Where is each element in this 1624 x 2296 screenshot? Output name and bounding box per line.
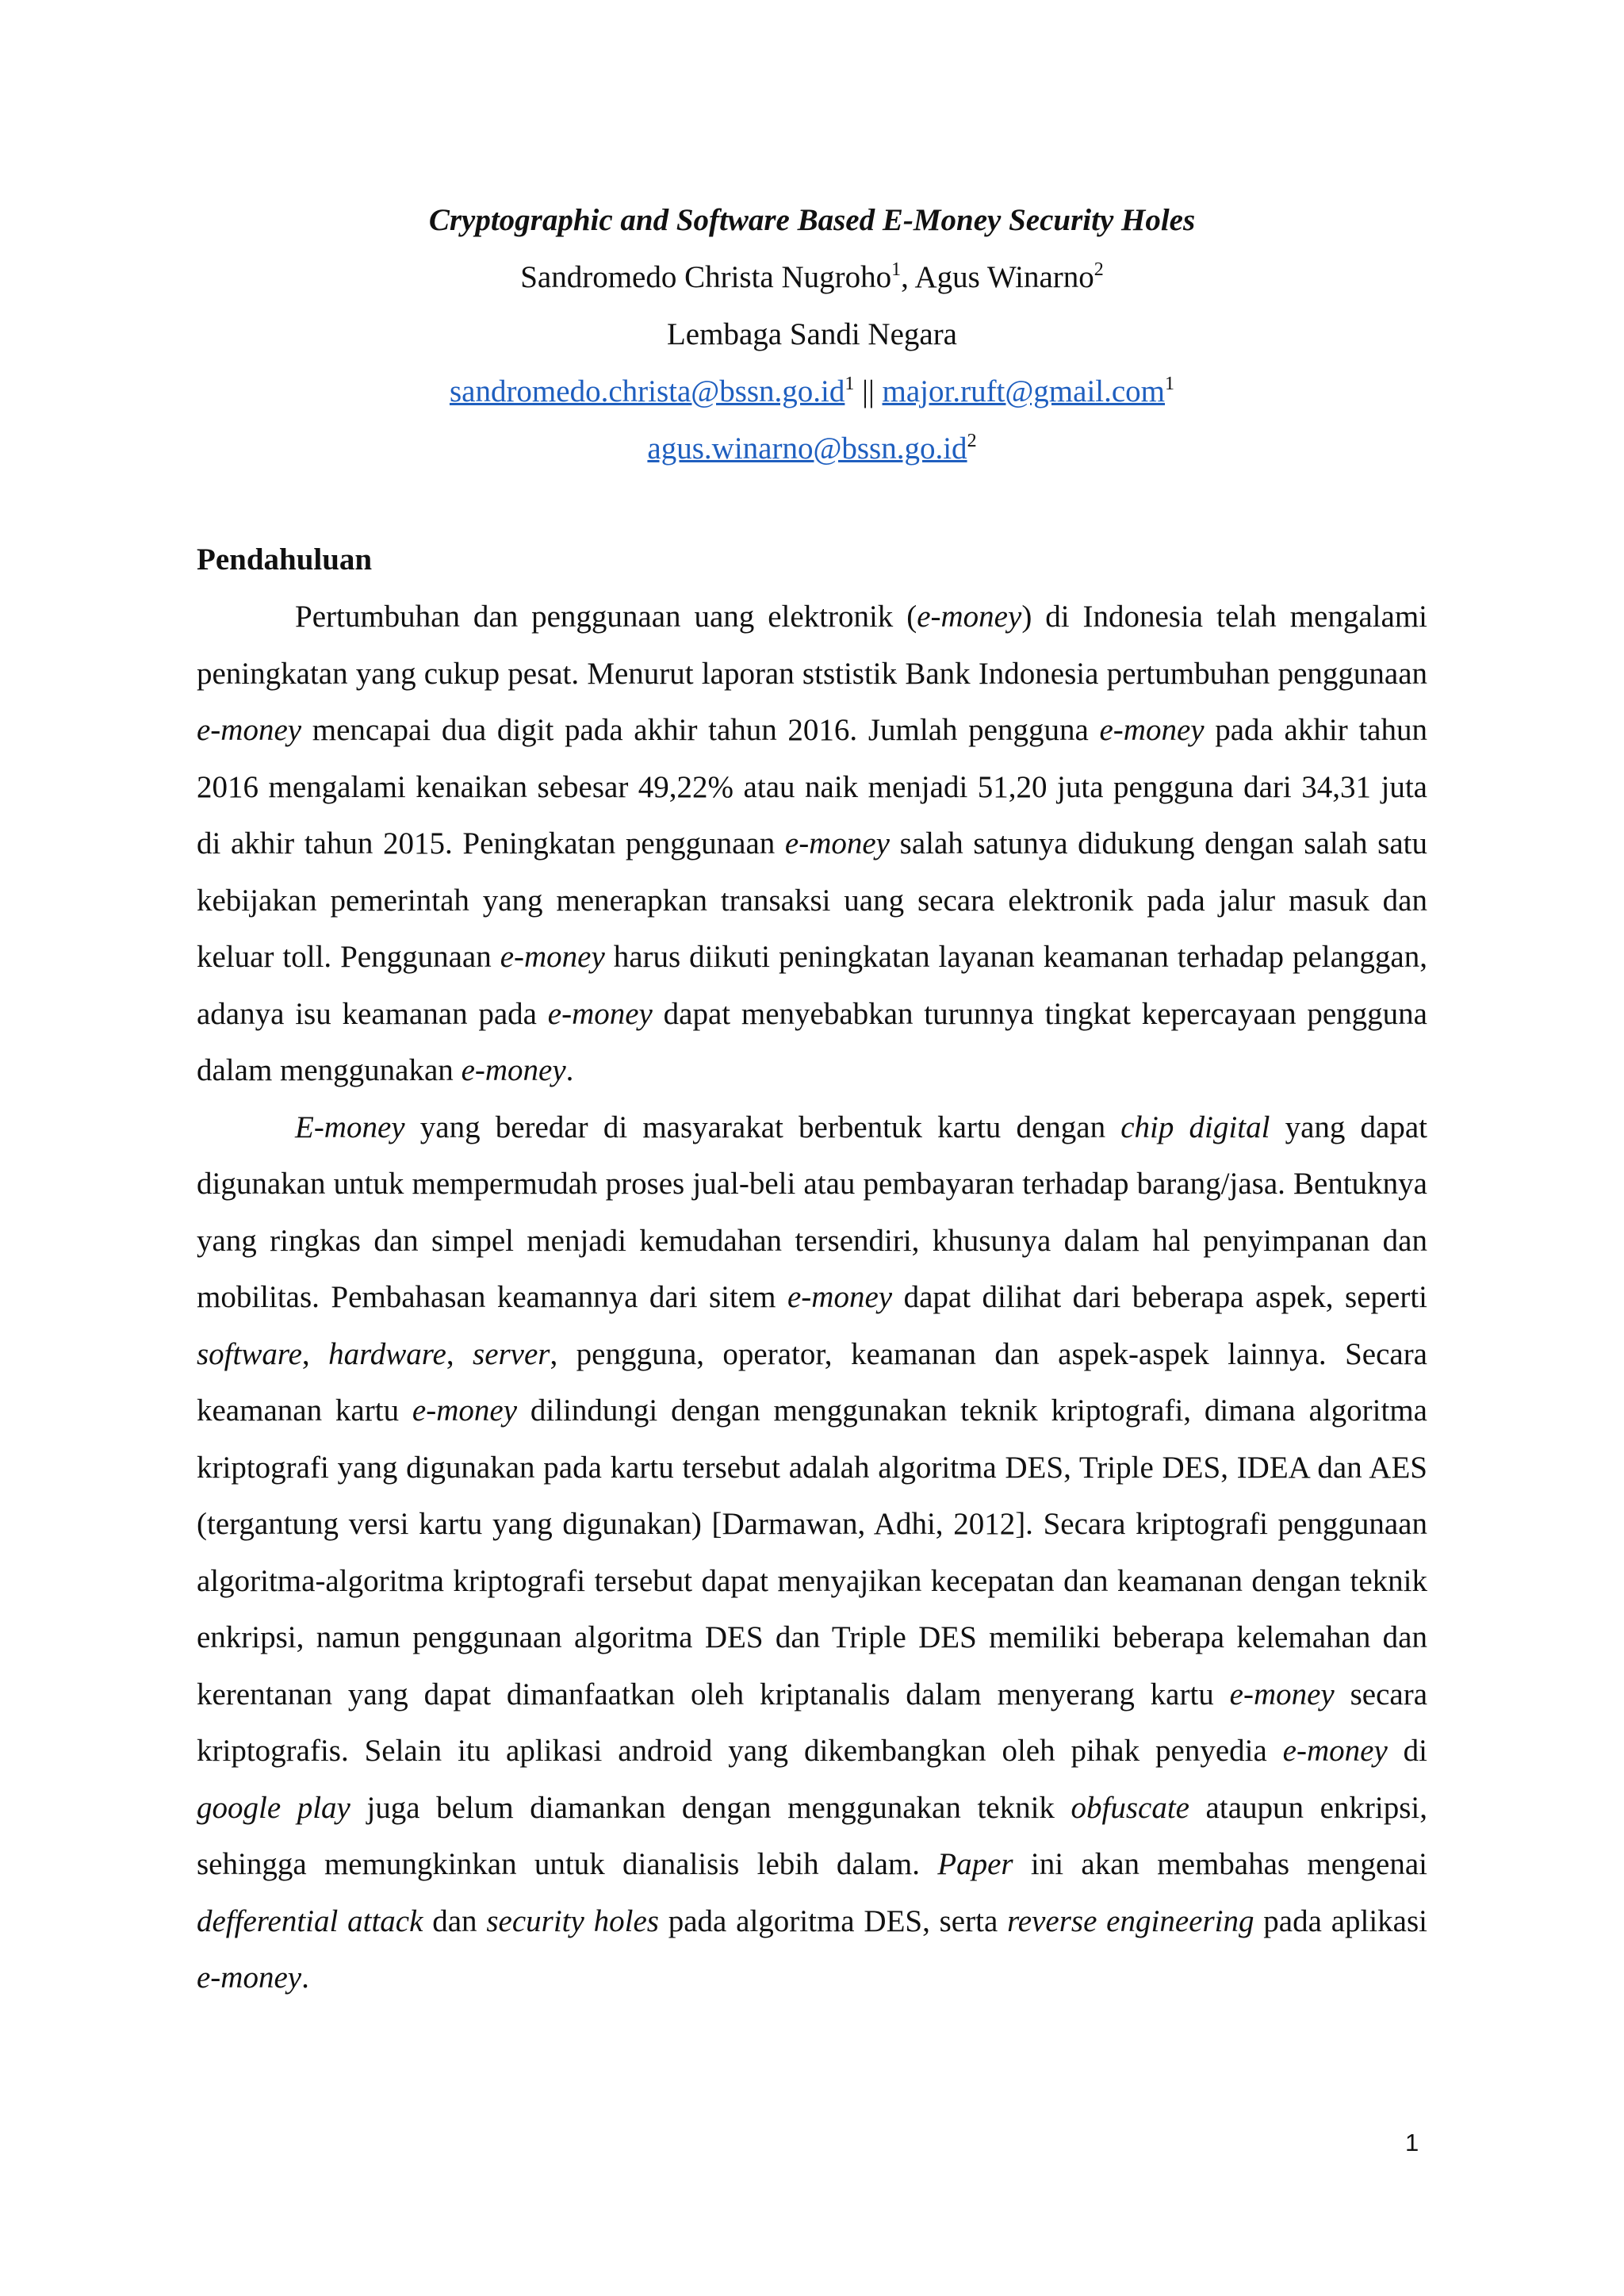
section-heading: Pendahuluan [197, 542, 373, 577]
italic-term: e-money [547, 996, 653, 1031]
author-name-1: Sandromedo Christa Nugroho [520, 260, 892, 294]
text: secara kriptografis. Selain itu aplikasi android yang dikembangkan oleh pihak penyedia [197, 1677, 1428, 1768]
italic-term: Paper [937, 1847, 1013, 1881]
email-1-mark: 1 [845, 374, 855, 394]
author-name-2: Agus Winarno [914, 260, 1094, 294]
text: pada akhir tahun 2016 mengalami kenaikan sebesar 49,22% atau naik menjadi 51,20 juta pengguna dari 34,31 juta di akhir tahun 2015. Peningkatan penggunaan [197, 713, 1427, 861]
text: juga belum diamankan dengan menggunakan teknik [350, 1790, 1071, 1825]
email-link-1[interactable]: sandromedo.christa@bssn.go.id [449, 374, 845, 408]
paragraph-1 [197, 588, 1427, 1099]
email-2-mark: 1 [1165, 374, 1175, 394]
italic-term: security holes [486, 1903, 659, 1938]
italic-term: chip digital [1120, 1110, 1270, 1144]
paper-body [197, 588, 1427, 2007]
text: yang beredar di masyarakat berbentuk kartu dengan [404, 1110, 1121, 1144]
text: pada aplikasi [1254, 1903, 1427, 1938]
italic-term: hardware [328, 1336, 446, 1371]
italic-term: e-money [461, 1053, 566, 1087]
email-link-3[interactable]: agus.winarno@bssn.go.id [647, 431, 967, 466]
text: di [1387, 1734, 1427, 1768]
text: harus diikuti peningkatan layanan keamanan terhadap pelanggan, adanya isu keamanan pada [197, 940, 1427, 1031]
text: ini akan membahas mengenai [1013, 1847, 1427, 1881]
email-line-1 [0, 363, 1624, 420]
text: , pengguna, operator, keamanan dan aspek-aspek lainnya. Secara keamanan kartu [197, 1336, 1427, 1428]
text: salah satunya didukung dengan salah satu kebijakan pemerintah yang menerapkan transaksi uang secara elektronik pada jalur masuk dan keluar toll. Penggunaan [197, 826, 1427, 974]
italic-term: e-money [1282, 1734, 1388, 1768]
text: . [301, 1961, 309, 1995]
text: ) di Indonesia telah mengalami peningkatan yang cukup pesat. Menurut laporan ststistik Bank Indonesia pertumbuhan penggunaan [197, 600, 1427, 691]
italic-term: e-money [784, 826, 890, 861]
italic-term: server [473, 1336, 550, 1371]
text: pada algoritma DES, serta [658, 1903, 1008, 1938]
italic-term: e-money [787, 1280, 893, 1314]
italic-term: e-money [917, 600, 1022, 634]
italic-term: e-money [197, 1961, 302, 1995]
affiliation: Lembaga Sandi Negara [666, 317, 957, 351]
paper-header [0, 192, 1624, 477]
text: dilindungi dengan menggunakan teknik kriptografi, dimana algoritma kriptografi yang digunakan pada kartu tersebut adalah algoritma DES, Triple DES, IDEA dan AES (tergantung versi kartu yang digunakan) [Darmawan, Adhi, 2012]. Secara kriptografi penggunaan algoritma-algoritma kriptografi tersebut dapat menyajikan kecepatan dan keamanan dengan teknik enkripsi, namun penggunaan algoritma DES dan Triple DES memiliki beberapa kelemahan dan kerentanan yang dapat dimanfaatkan oleh kriptanalis dalam menyerang kartu [197, 1393, 1427, 1711]
text: ataupun enkripsi, sehingga memungkinkan untuk dianalisis lebih dalam. [197, 1790, 1427, 1881]
italic-term: e-money [1099, 713, 1205, 747]
text: dapat dilihat dari beberapa aspek, seperti [892, 1280, 1427, 1314]
text: dan [423, 1903, 487, 1938]
author-separator: , [901, 260, 915, 294]
text: , [446, 1336, 473, 1371]
italic-term: google play [197, 1790, 350, 1825]
text: . [565, 1053, 574, 1087]
paper-title: Cryptographic and Software Based E-Money Security Holes [428, 203, 1196, 237]
text: mencapai dua digit pada akhir tahun 2016. Jumlah pengguna [301, 713, 1100, 747]
italic-term: software [197, 1336, 302, 1371]
paragraph-2 [197, 1099, 1427, 2007]
text: dapat menyebabkan turunnya tingkat kepercayaan pengguna dalam menggunakan [197, 996, 1427, 1087]
text: Pertumbuhan dan penggunaan uang elektronik ( [295, 600, 917, 634]
email-3-mark: 2 [967, 431, 977, 451]
italic-term: E-money [295, 1110, 405, 1144]
italic-term: e-money [500, 940, 605, 974]
page-number: 1 [1405, 2129, 1419, 2156]
author-2-affiliation-mark: 2 [1094, 259, 1104, 280]
italic-term: e-money [412, 1393, 518, 1428]
email-separator: || [854, 374, 883, 408]
text: , [301, 1336, 329, 1371]
email-line-2 [0, 420, 1624, 477]
author-1-affiliation-mark: 1 [891, 259, 902, 280]
italic-term: reverse engineering [1007, 1903, 1254, 1938]
italic-term: obfuscate [1071, 1790, 1189, 1825]
italic-term: e-money [197, 713, 302, 747]
email-link-2[interactable]: major.ruft@gmail.com [882, 374, 1166, 408]
italic-term: defferential attack [197, 1903, 423, 1938]
author-line [0, 249, 1624, 306]
text: yang dapat digunakan untuk mempermudah proses jual-beli atau pembayaran terhadap barang/jasa. Bentuknya yang ringkas dan simpel menjadi kemudahan tersendiri, khusunya dalam hal penyimpanan dan mobilitas. Pembahasan keamannya dari sitem [197, 1110, 1427, 1314]
italic-term: e-money [1229, 1677, 1335, 1711]
